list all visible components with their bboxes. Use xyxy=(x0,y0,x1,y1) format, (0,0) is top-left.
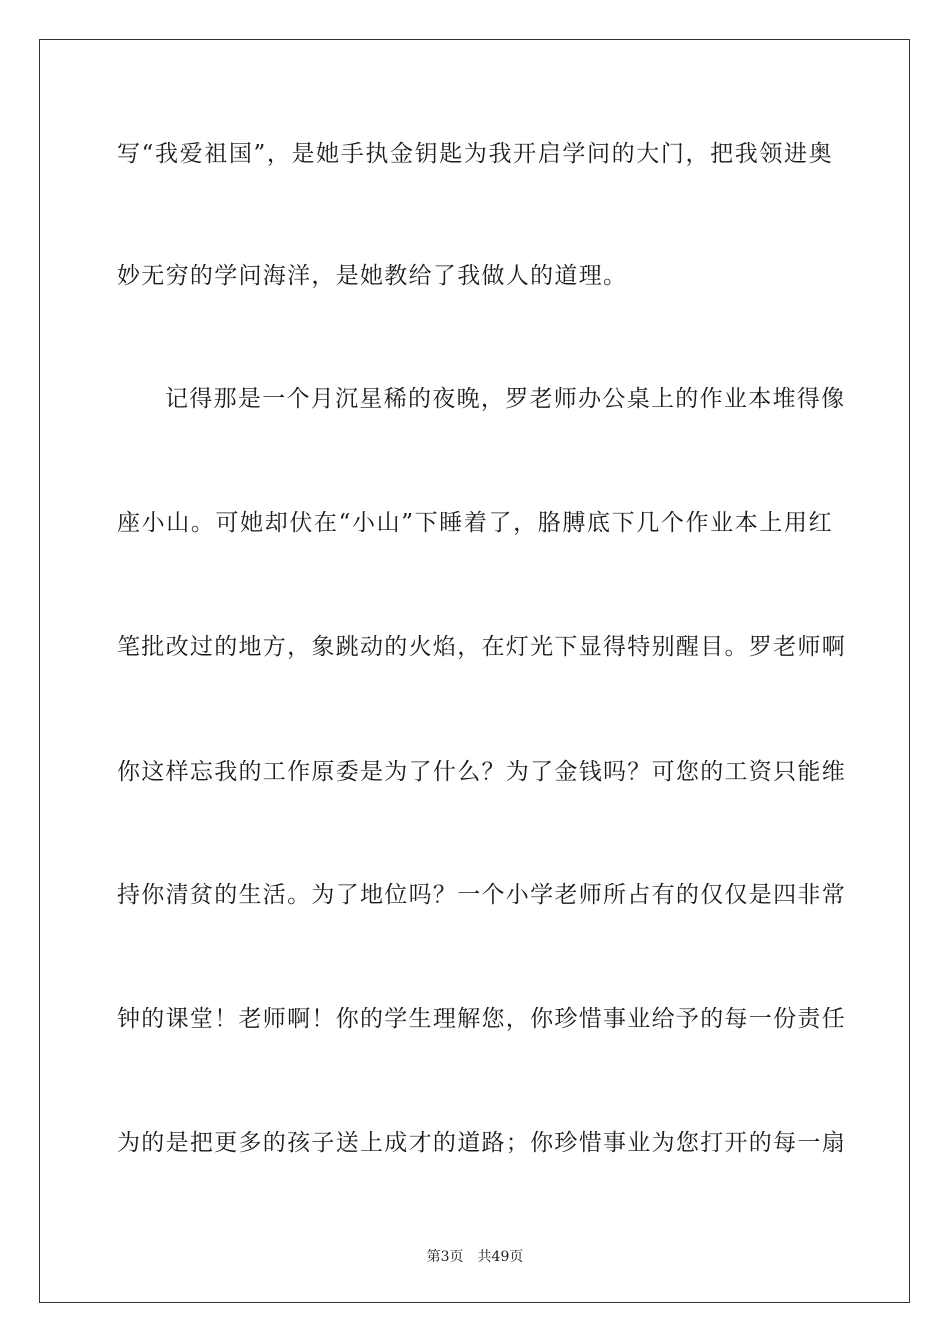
page-frame xyxy=(39,39,910,1303)
page-footer xyxy=(0,1248,950,1266)
paragraph-first-line: 记得那是一个月沉星稀的夜晚，罗老师办公桌上的作业本堆得像 xyxy=(165,386,846,412)
text-line: 笔批改过的地方，象跳动的火焰，在灯光下显得特别醒目。罗老师啊 xyxy=(117,634,846,660)
text-line: 你这样忘我的工作原委是为了什么？为了金钱吗？可您的工资只能维 xyxy=(117,759,846,785)
page-number: 第3页 xyxy=(426,1249,464,1265)
text-line: 写“我爱祖国”，是她手执金钥匙为我开启学问的大门，把我领进奥 xyxy=(117,141,833,167)
text-line: 妙无穷的学问海洋，是她教给了我做人的道理。 xyxy=(117,263,628,289)
text-line: 为的是把更多的孩子送上成才的道路；你珍惜事业为您打开的每一扇 xyxy=(117,1130,846,1156)
text-line: 座小山。可她却伏在“小山”下睡着了，胳膊底下几个作业本上用红 xyxy=(117,510,833,536)
text-line: 持你清贫的生活。为了地位吗？一个小学老师所占有的仅仅是四非常 xyxy=(117,882,846,908)
text-line: 钟的课堂！老师啊！你的学生理解您，你珍惜事业给予的每一份责任 xyxy=(117,1006,846,1032)
page-total: 共49页 xyxy=(477,1249,524,1265)
